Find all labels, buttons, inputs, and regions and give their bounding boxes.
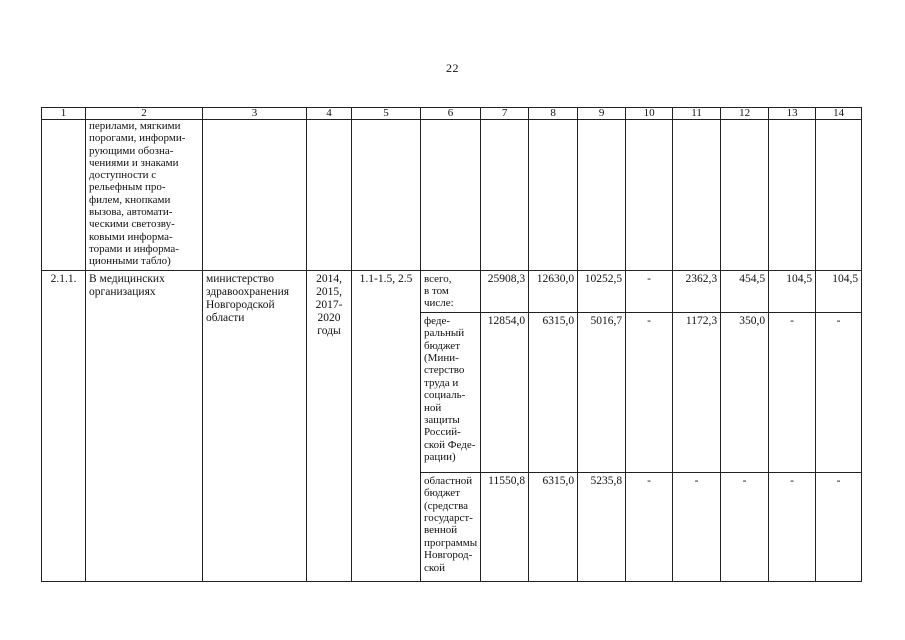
empty-cell (421, 120, 481, 271)
value-cell: 25908,3 (481, 270, 529, 312)
text-line: порогами, информи- (89, 132, 186, 145)
column-number: 3 (203, 108, 307, 120)
row-name: В медицинских организациях (86, 270, 203, 581)
empty-cell (307, 120, 352, 271)
value-cell: - (769, 312, 816, 472)
text-line: 2017- (315, 298, 343, 311)
text-line: 2015, (316, 285, 342, 298)
value-cell: - (673, 472, 721, 581)
text-line: рующими обозна- (89, 144, 174, 157)
column-number: 5 (352, 108, 421, 120)
value-cell: 6315,0 (529, 472, 578, 581)
source-label (421, 472, 481, 581)
column-number: 1 (42, 108, 86, 120)
value-cell: - (816, 472, 862, 581)
empty-cell (352, 120, 421, 271)
row-years (307, 270, 352, 581)
column-number: 2 (86, 108, 203, 120)
empty-cell (673, 120, 721, 271)
text-line: областной (424, 474, 473, 487)
empty-cell (816, 120, 862, 271)
text-line: социаль- (424, 389, 466, 402)
empty-cell (769, 120, 816, 271)
text-line: доступности с (89, 169, 157, 182)
empty-cell (481, 120, 529, 271)
text-line: 2014, (316, 272, 342, 285)
text-line: всего, (424, 272, 452, 285)
empty-cell (42, 120, 86, 271)
program-table (41, 107, 862, 582)
text-line: (Мини- (424, 352, 459, 364)
text-line: 2020 (317, 311, 341, 324)
value-cell: - (626, 472, 673, 581)
column-number: 13 (769, 108, 816, 120)
continuation-row (42, 120, 862, 271)
table-row (42, 270, 862, 312)
text-line: перилами, мягкими (89, 120, 181, 132)
column-number: 7 (481, 108, 529, 120)
column-number: 9 (578, 108, 626, 120)
value-cell: 2362,3 (673, 270, 721, 312)
value-cell: 5016,7 (578, 312, 626, 472)
row-executor: министерство здравоохранения Новгородской области (203, 270, 307, 581)
value-cell: 6315,0 (529, 312, 578, 472)
column-number: 10 (626, 108, 673, 120)
empty-cell (626, 120, 673, 271)
text-line: бюджет (424, 487, 460, 500)
text-line: числе: (424, 297, 454, 310)
source-label (421, 270, 481, 312)
column-number: 11 (673, 108, 721, 120)
text-line: бюджет (424, 339, 460, 352)
text-line: ской Феде- (424, 438, 476, 451)
value-cell: 10252,5 (578, 270, 626, 312)
text-line: ной (424, 401, 442, 414)
value-cell: 12630,0 (529, 270, 578, 312)
column-number: 6 (421, 108, 481, 120)
value-cell: - (816, 312, 862, 472)
empty-cell (578, 120, 626, 271)
page-number: 22 (446, 61, 459, 75)
text-line: торами и информа- (89, 242, 179, 255)
empty-cell (203, 120, 307, 271)
row-number: 2.1.1. (42, 270, 86, 581)
empty-cell (529, 120, 578, 271)
text-line: труда и (424, 376, 459, 389)
value-cell: - (626, 312, 673, 472)
column-number: 4 (307, 108, 352, 120)
text-line: вызова, автомати- (89, 206, 173, 219)
text-line: (средства (424, 499, 468, 512)
text-line: филем, кнопками (89, 193, 171, 206)
text-line: в том (424, 284, 449, 297)
value-cell: 1172,3 (673, 312, 721, 472)
continuation-text (86, 120, 203, 271)
value-cell: - (769, 472, 816, 581)
value-cell: 350,0 (721, 312, 769, 472)
value-cell: 104,5 (816, 270, 862, 312)
text-line: ческими светозву- (89, 218, 175, 231)
value-cell: 104,5 (769, 270, 816, 312)
text-line: защиты (424, 414, 460, 427)
text-line: ковыми информа- (89, 230, 173, 243)
text-line: стерство (424, 364, 465, 377)
text-line: годы (317, 324, 341, 337)
value-cell: 454,5 (721, 270, 769, 312)
text-line: Новгород- (424, 549, 473, 562)
text-line: ской (424, 561, 446, 574)
text-line: Россий- (424, 426, 461, 439)
text-line: венной (424, 524, 458, 537)
value-cell: 5235,8 (578, 472, 626, 581)
text-line: рельефным про- (89, 181, 166, 194)
value-cell: - (626, 270, 673, 312)
text-line: феде- (424, 314, 451, 327)
column-number: 12 (721, 108, 769, 120)
row-indicators: 1.1-1.5, 2.5 (352, 270, 421, 581)
empty-cell (721, 120, 769, 271)
column-number: 8 (529, 108, 578, 120)
text-line: рации) (424, 451, 456, 464)
column-number: 14 (816, 108, 862, 120)
text-line: ральный (424, 327, 465, 340)
text-line: государст- (424, 512, 473, 524)
text-line: программы (424, 536, 478, 549)
value-cell: 11550,8 (481, 472, 529, 581)
value-cell: - (721, 472, 769, 581)
source-label (421, 312, 481, 472)
text-line: чениями и знаками (89, 156, 179, 169)
column-number-row (42, 108, 862, 120)
text-line: ционными табло) (89, 255, 171, 268)
value-cell: 12854,0 (481, 312, 529, 472)
